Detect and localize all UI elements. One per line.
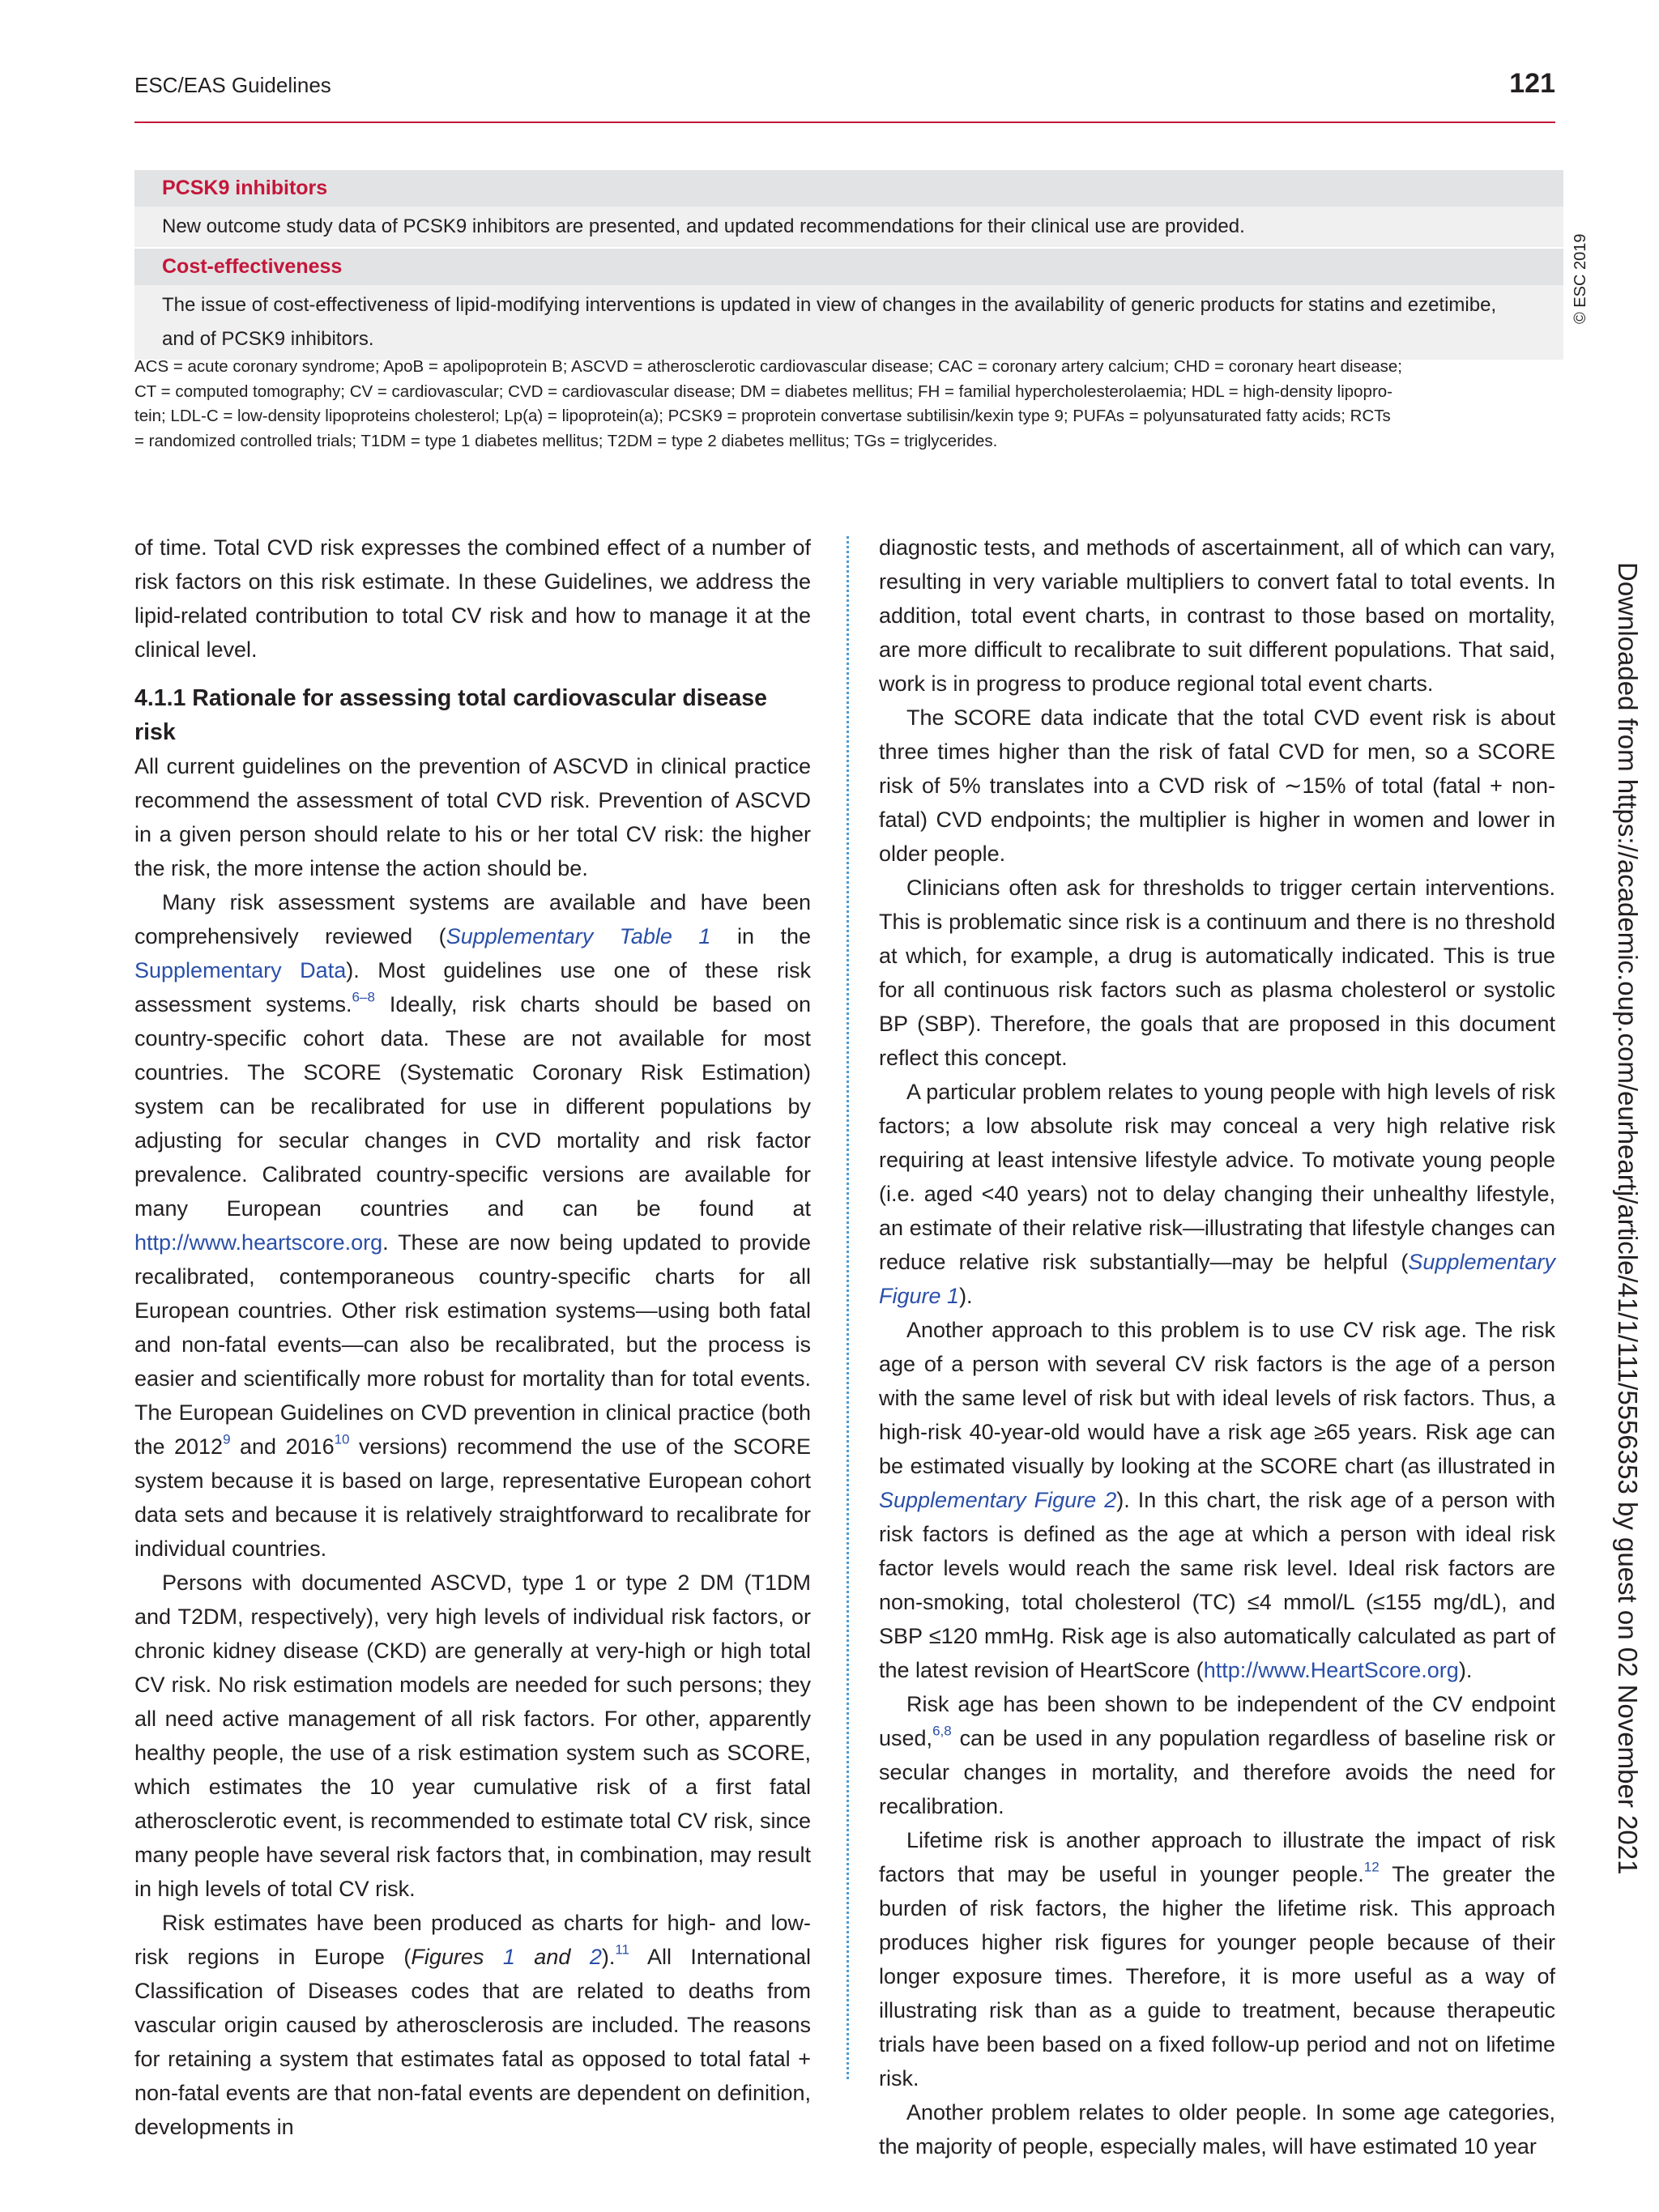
paragraph: All current guidelines on the prevention of ASCVD in clinical practice recommend the assessment of total CVD risk. Prevention of ASCVD in a given person should relate to his or her total CV risk: the higher the risk, the more intense the action should be.: [134, 754, 811, 880]
summary-body-cost: [134, 285, 1563, 360]
paragraph: [134, 1906, 811, 2144]
text: ).: [1458, 1658, 1473, 1682]
heartscore-link[interactable]: http://www.heartscore.org: [134, 1230, 383, 1255]
figures-label: Figures: [411, 1945, 484, 1969]
abbreviation-line: CT = computed tomography; CV = cardiovascular; CVD = cardiovascular disease; DM = diabetes mellitus; FH = familial hypercholesterolaemia; HDL = high-density lipopro-: [134, 381, 1393, 401]
text: versions) recommend the use of the SCORE system because it is based on large, representative European cohort data sets and because it is relatively straightforward to recalibrate for individual countries.: [134, 1434, 811, 1561]
summary-body-pcsk9: [134, 207, 1563, 247]
summary-line: and of PCSK9 inhibitors.: [162, 328, 374, 350]
heartscore-link[interactable]: http://www.HeartScore.org: [1203, 1658, 1459, 1682]
download-text: Downloaded from https://academic.oup.com/eurheartj/article/41/1/111/5556353 by guest on 02 November 2021: [1613, 562, 1643, 1875]
text: Risk age has been shown to be independent of the CV endpoint used,: [879, 1692, 1555, 1750]
text: Another approach to this problem is to use CV risk age. The risk age of a person with several CV risk factors is the age of a person with the same level of risk but with ideal levels of risk factors. Thus, a high-risk 40-year-old would have a risk age ≥65 years. Risk age can be estimated visually by looking at the SCORE chart (as illustrated in: [879, 1318, 1555, 1478]
abbreviation-line: ACS = acute coronary syndrome; ApoB = apolipoprotein B; ASCVD = atherosclerotic cardiovascular disease; CAC = coronary artery calcium; CHD = coronary heart disease;: [134, 357, 1403, 376]
paragraph: Another problem relates to older people. In some age categories, the majority of people, especially males, will have estimated 10 year: [879, 2100, 1555, 2159]
summary-box: [134, 170, 1563, 360]
summary-heading-cost: Cost-effectiveness: [134, 249, 1563, 285]
supplementary-table-link[interactable]: Supplementary Table 1: [446, 924, 711, 948]
text: in the: [710, 924, 812, 948]
running-head: ESC/EAS Guidelines: [134, 73, 331, 97]
figure-link[interactable]: 2: [589, 1945, 602, 1969]
abbreviations-footnote: [134, 355, 1544, 454]
text: . These are now being updated to provide recalibrated, contemporaneous country-specific charts for all European countries. Other risk estimation systems—using both fatal and non-fatal events—can also be recalibrated, but the process is easier and scientifically more robust for mortality than for total events. The European Guidelines on CVD prevention in clinical practice (both the 2012: [134, 1230, 811, 1459]
abbreviation-line: = randomized controlled trials; T1DM = type 1 diabetes mellitus; T2DM = type 2 diabetes mellitus; TGs = triglycerides.: [134, 431, 998, 450]
text: Risk estimates have been produced as charts for high- and low-risk regions in Europe (: [134, 1911, 811, 1969]
text: and 2016: [230, 1434, 335, 1459]
paragraph: [879, 1075, 1555, 1313]
text: All International Classification of Diseases codes that are related to deaths from vascular origin caused by atherosclerosis are included. The reasons for retaining a system that estimates fatal as opposed to total fatal + non-fatal events are that non-fatal events are dependent on definition, developments in: [134, 1945, 811, 2139]
text: The greater the burden of risk factors, the higher the lifetime risk. This approach produces higher risk figures for younger people because of their longer exposure times. Therefore, it is more useful as a way of illustrating risk than as a guide to treatment, because therapeutic trials have been based on a fixed follow-up period and not on lifetime risk.: [879, 1862, 1555, 2091]
reference-link[interactable]: 6–8: [352, 989, 375, 1005]
reference-link[interactable]: 11: [615, 1941, 629, 1958]
right-column: [879, 531, 1555, 2163]
paragraph: The SCORE data indicate that the total CVD event risk is about three times higher than the risk of fatal CVD for men, so a SCORE risk of 5% translates into a CVD risk of ∼15% of total (fatal + non-fatal) CVD endpoints; the multiplier is higher in women and lower in older people.: [879, 705, 1555, 866]
text: Many risk assessment systems are available and have been comprehensively reviewed (: [134, 890, 811, 948]
text: and: [514, 1945, 590, 1969]
text: ).: [959, 1284, 973, 1308]
supplementary-data-link[interactable]: Supplementary Data: [134, 958, 347, 982]
left-column: [134, 531, 811, 2144]
text: can be used in any population regardless of baseline risk or secular changes in mortality, and therefore avoids the need for recalibration.: [879, 1726, 1555, 1818]
summary-heading-pcsk9: PCSK9 inhibitors: [134, 170, 1563, 207]
text: Ideally, risk charts should be based on country-specific cohort data. These are not available for most countries. The SCORE (Systematic Coronary Risk Estimation) system can be recalibrated for use in different populations by adjusting for secular changes in CVD mortality and risk factor prevalence. Calibrated country-specific versions are available for many European countries and can be found at: [134, 992, 811, 1221]
paragraph: Persons with documented ASCVD, type 1 or type 2 DM (T1DM and T2DM, respectively), very high levels of individual risk factors, or chronic kidney disease (CKD) are generally at very-high or high total CV risk. No risk estimation models are needed for such persons; they all need active management of all risk factors. For other, apparently healthy people, the use of a risk estimation system such as SCORE, which estimates the 10 year cumulative risk of a first fatal atherosclerotic event, is recommended to estimate total CV risk, since many people have several risk factors that, in combination, may result in high levels of total CV risk.: [134, 1571, 811, 1901]
column-divider: [847, 536, 849, 2079]
reference-link[interactable]: 12: [1363, 1859, 1380, 1875]
section-heading: 4.1.1 Rationale for assessing total cardiovascular disease risk: [134, 685, 767, 745]
reference-link[interactable]: 9: [223, 1431, 231, 1447]
paragraph: [879, 1313, 1555, 1687]
page-number: 121: [1509, 68, 1555, 99]
abbreviation-line: tein; LDL-C = low-density lipoproteins cholesterol; Lp(a) = lipoprotein(a); PCSK9 = proprotein convertase subtilisin/kexin type 9; PUFAs = polyunsaturated fatty acids; RCTs: [134, 407, 1391, 426]
figure-link[interactable]: 1: [502, 1945, 515, 1969]
header-rule: [134, 121, 1555, 123]
reference-link[interactable]: 6,8: [932, 1723, 952, 1739]
paragraph: [879, 1687, 1555, 1823]
supplementary-figure-link[interactable]: Supplementary Figure 2: [879, 1488, 1117, 1512]
download-margin-note: [1612, 562, 1643, 1875]
text: A particular problem relates to young people with high levels of risk factors; a low absolute risk may conceal a very high relative risk requiring at least intensive lifestyle advice. To motivate young people (i.e. aged <40 years) not to delay changing their unhealthy lifestyle, an estimate of their relative risk—illustrating that lifestyle changes can reduce relative risk substantially—may be helpful (: [879, 1080, 1555, 1274]
copyright-text: © ESC 2019: [1572, 233, 1589, 324]
summary-line: The issue of cost-effectiveness of lipid-modifying interventions is updated in view of changes in the availability of generic products for statins and ezetimibe,: [162, 294, 1497, 316]
text: Lifetime risk is another approach to illustrate the impact of risk factors that may be useful in younger people.: [879, 1828, 1555, 1886]
paragraph: [879, 1823, 1555, 2095]
text: ).: [601, 1945, 616, 1969]
copyright-note: [1572, 233, 1589, 340]
paragraph: diagnostic tests, and methods of ascertainment, all of which can vary, resulting in very variable multipliers to convert fatal to total events. In addition, total event charts, in contrast to those based on mortality, are more difficult to recalibrate to suit different populations. That said, work is in progress to produce regional total event charts.: [879, 535, 1555, 696]
summary-line: New outcome study data of PCSK9 inhibitors are presented, and updated recommendations for their clinical use are provided.: [162, 215, 1245, 237]
reference-link[interactable]: 10: [334, 1431, 350, 1447]
text: ). In this chart, the risk age of a person with risk factors is defined as the age at which a person with ideal risk factor levels would reach the same risk level. Ideal risk factors are non-smoking, total cholesterol (TC) ≤4 mmol/L (≤155 mg/dL), and SBP ≤120 mmHg. Risk age is also automatically calculated as part of the latest revision of HeartScore (: [879, 1488, 1556, 1682]
supplementary-figure-link[interactable]: Supplementary Figure 1: [879, 1250, 1555, 1308]
paragraph: of time. Total CVD risk expresses the combined effect of a number of risk factors on this risk estimate. In these Guidelines, we address the lipid-related contribution to total CV risk and how to manage it at the clinical level.: [134, 535, 811, 662]
paragraph: Clinicians often ask for thresholds to trigger certain interventions. This is problematic since risk is a continuum and there is no threshold at which, for example, a drug is automatically indicated. This is true for all continuous risk factors such as plasma cholesterol or systolic BP (SBP). Therefore, the goals that are proposed in this document reflect this concept.: [879, 876, 1555, 1070]
paragraph: [134, 885, 811, 1566]
text: ). Most guidelines use one of these risk assessment systems.: [134, 958, 811, 1016]
